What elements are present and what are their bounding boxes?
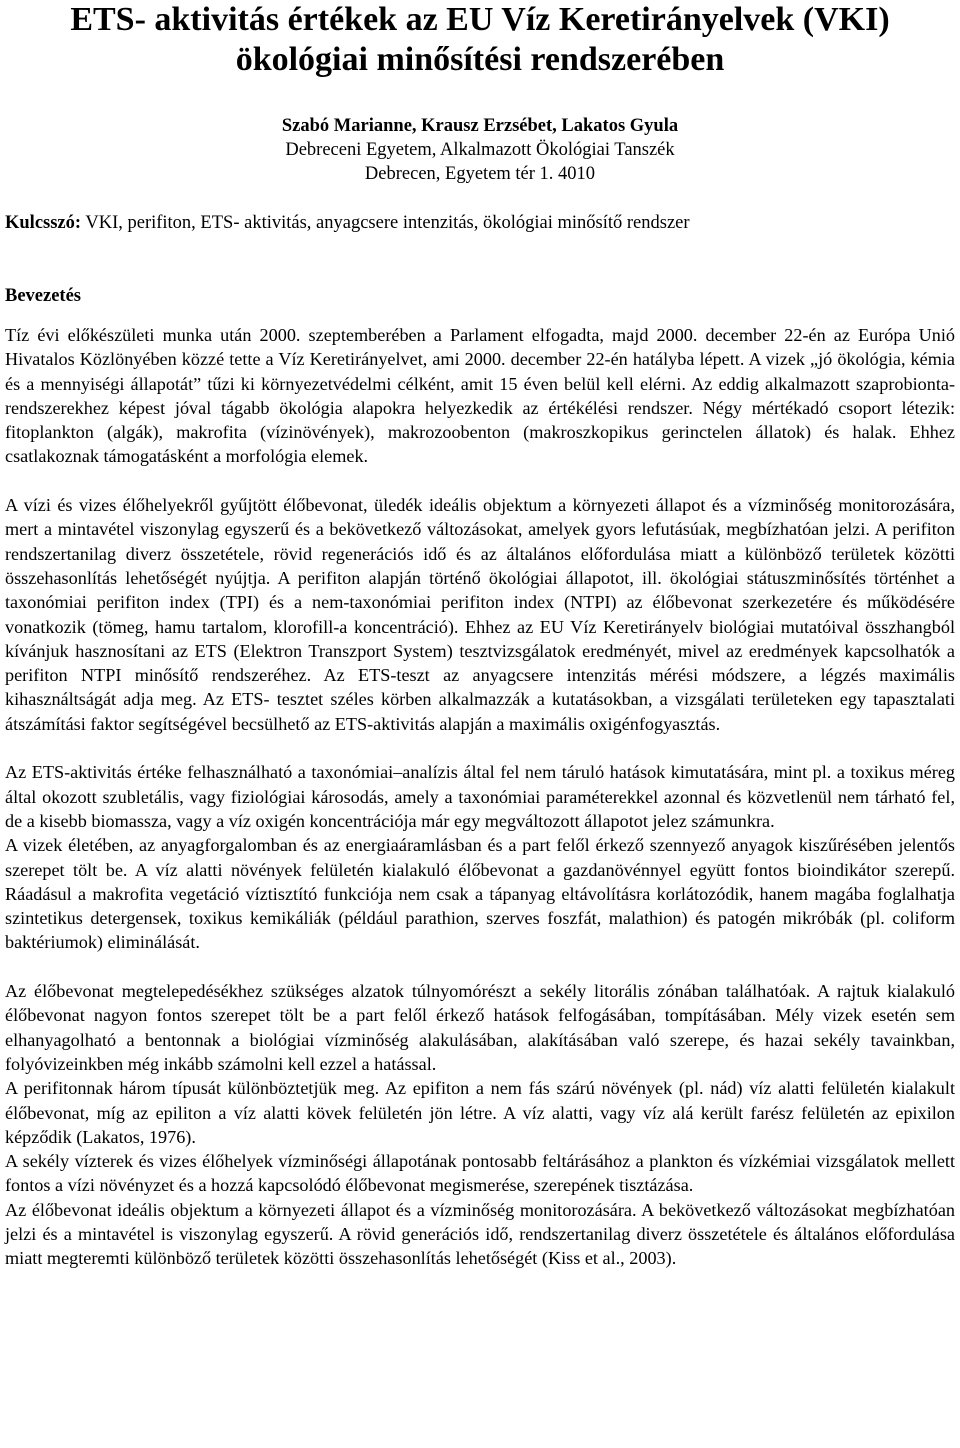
paragraph: Tíz évi előkészületi munka után 2000. szeptemberében a Parlament elfogadta, majd 2000. december 22-én az Európa Unió Hivatalos Közlönyében közzé tette a Víz Keretirányelvet, ami 2000. december 22-én hatályba lépett. A vizek „jó ökológia, kémia és a mennyiségi állapotát” tűzi ki környezetvédelmi célként, amit 15 éven belül kell elérni. Az eddig alkalmazott szaprobionta- rendszerekhez képest jóval tágabb ökológia alapokra helyezkedik az értékélési rendszer. Négy mértékadó csoport létezik: fitoplankton (algák), makrofita (vízinövények), makrozoobenton (makroszkopikus gerinctelen állatok) és halak. Ehhez csatlakoznak támogatásként a morfológia elemek.	[5, 325, 955, 467]
section-heading: Bevezetés	[5, 286, 82, 306]
paragraph: Az élőbevonat ideális objektum a környezeti állapot és a vízminőség monitorozására. A bekövetkező változásokat megbízhatóan jelzi és a mintavétel is viszonylag egyszerű. A rövid generációs idő, rendszertanilag diverz összetétele és általános előfordulása miatt megteremti különböző területek közötti összehasonlítás lehetőségét (Kiss et al., 2003).	[5, 1199, 955, 1269]
paper-title: ETS- aktivitás értékek az EU Víz Keretirányelvek (VKI) ökológiai minősítési rendszerében	[70, 1, 890, 78]
paragraph: Az ETS-aktivitás értéke felhasználható a taxonómiai–analízis által fel nem tárulό hatások kimutatására, mint pl. a toxikus méreg által okozott szubletális, vagy fiziológiai károsodás, amely a taxonómiai paraméterekkel azonnal és közvetlenül nem tárható fel, de a kisebb biomassza, vagy a víz oxigén koncentrációja már egy megváltozott állapotot jelez számunkra.	[5, 762, 955, 831]
body-text	[5, 323, 955, 1271]
paragraph: A perifitonnak három típusát különböztetjük meg. Az epifiton a nem fás szárú növények (pl. nád) víz alatti felületén kialakult élőbevonat, míg az epiliton a víz alatti kövek felületén jön létre. A víz alatti, vagy víz alá került farész felületén az epixilon képződik (Lakatos, 1976).	[5, 1078, 955, 1147]
paragraph: A sekély vízterek és vizes élőhelyek vízminőségi állapotának pontosabb feltárásához a plankton és vízkémiai vizsgálatok mellett fontos a vízi növényzet és a hozzá kapcsolódó élőbevonat megismerése, szerepének tisztázása.	[5, 1151, 955, 1196]
paragraph: A vizek életében, az anyagforgalomban és az energiaáramlásban és a part felől érkező szennyező anyagok kiszűrésében jelentős szerepet tölt be. A víz alatti növények felületén kialakuló élőbevonat a gazdanövénnyel együtt fontos bioindikátor szerepű. Ráadásul a makrofita vegetáció víztisztító funkciója nem csak a tápanyag eltávolításra korlátozódik, hanem magába foglalhatja szintetikus detergensek, toxikus kemikáliák (például parathion, szerves foszfát, malathion) és patogén mikróbák (pl. coliform baktériumok) eliminálását.	[5, 835, 955, 953]
author-affiliation: Debreceni Egyetem, Alkalmazott Ökológiai Tanszék	[285, 140, 675, 160]
author-names: Szabó Marianne, Krausz Erzsébet, Lakatos Gyula	[281, 116, 679, 136]
paragraph: Az élőbevonat megtelepedésékhez szükséges alzatok túlnyomórészt a sekély litorális zónában találhatóak. A rajtuk kialakuló élőbevonat nagyon fontos szerepet tölt be a part felől érkező hatások felfogásában, tompításában. Mély vizek esetén sem elhanyagolható a bentonnak a biológiai vízminőség alakulásában, alakításában való szerepe, és hazai sekély tavainkban, folyóvizeinkben még inkább számolni kell ezzel a hatással.	[5, 981, 955, 1074]
paragraph: A vízi és vizes élőhelyekről gyűjtött élőbevonat, üledék ideális objektum a környezeti állapot és a vízminőség monitorozására, mert a mintavétel viszonylag egyszerű és a bekövetkező változásokat, amelyek gyors lefutásúak, megbízhatóan jelzi. A perifiton rendszertanilag diverz összetétele, rövid regenerációs idő és az általános előfordulása miatt a különböző területek közötti összehasonlítás lehetőségét nyújtja. A perifiton alapján történő ökológiai állapotot, ill. ökológiai státuszminősítés történhet a taxonómiai perifiton index (TPI) és a nem-taxonómiai perifiton index (NTPI) az élőbevonat szerkezetére és működésére vonatkozik (tömeg, hamu tartalom, klorofill-a koncentráció). Ehhez az EU Víz Keretirányelv biológiai mutatóival összhangból kívánjuk hasznosítani az ETS (Elektron Transzport System) tesztvizsgálatok eredményét, mivel az eredmények kapcsolhatók a perifiton NTPI minősítő rendszeréhez. Az ETS-teszt az anyagcsere intenzitás mérési módszere, a légzés maximális kihasználtságát adja meg. Az ETS- tesztet széles körben alkalmazzák a kutatásokban, a vizsgálati területeken egy tapasztalati átszámítási faktor segítségével becsülhető az ETS-aktivitás alapján a maximális oxigénfogyasztás.	[5, 495, 955, 734]
keywords-text: VKI, perifiton, ETS- aktivitás, anyagcsere intenzitás, ökológiai minősítő rendszer	[81, 213, 690, 233]
author-block	[0, 114, 960, 186]
keywords-line	[5, 211, 955, 235]
author-address: Debrecen, Egyetem tér 1. 4010	[364, 164, 596, 184]
keywords-label: Kulcsszó:	[5, 213, 82, 233]
